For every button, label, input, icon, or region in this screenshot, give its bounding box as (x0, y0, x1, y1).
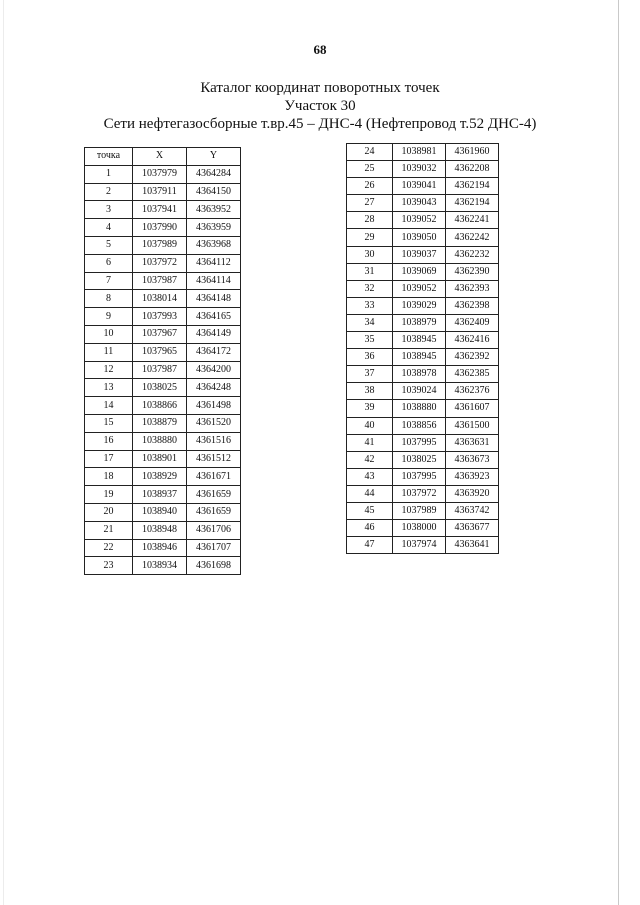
scan-edge-right (618, 0, 619, 905)
cell-point: 36 (347, 349, 393, 366)
cell-y: 4361706 (187, 521, 241, 539)
cell-point: 31 (347, 263, 393, 280)
cell-x: 1038866 (133, 397, 187, 415)
cell-x: 1039024 (393, 383, 446, 400)
cell-point: 30 (347, 246, 393, 263)
cell-x: 1037972 (133, 254, 187, 272)
header-point: точка (85, 148, 133, 166)
cell-point: 32 (347, 280, 393, 297)
table-row (347, 178, 499, 195)
cell-y: 4362392 (446, 349, 499, 366)
cell-x: 1038880 (133, 432, 187, 450)
table-row (85, 236, 241, 254)
cell-y: 4361607 (446, 400, 499, 417)
cell-x: 1038981 (393, 144, 446, 161)
cell-x: 1037995 (393, 468, 446, 485)
cell-y: 4362194 (446, 178, 499, 195)
cell-x: 1038934 (133, 557, 187, 575)
cell-y: 4362390 (446, 263, 499, 280)
cell-y: 4364112 (187, 254, 241, 272)
cell-y: 4364150 (187, 183, 241, 201)
table-row (347, 280, 499, 297)
cell-y: 4364149 (187, 325, 241, 343)
cell-x: 1038025 (133, 379, 187, 397)
table-row (347, 195, 499, 212)
table-row (85, 379, 241, 397)
table-row (85, 272, 241, 290)
cell-y: 4361671 (187, 468, 241, 486)
cell-x: 1037967 (133, 325, 187, 343)
cell-y: 4361698 (187, 557, 241, 575)
cell-x: 1039069 (393, 263, 446, 280)
page-number: 68 (313, 42, 327, 57)
cell-point: 1 (85, 165, 133, 183)
table-row (347, 451, 499, 468)
cell-x: 1039037 (393, 246, 446, 263)
table-row (85, 539, 241, 557)
cell-x: 1037993 (133, 308, 187, 326)
cell-point: 45 (347, 502, 393, 519)
cell-y: 4361659 (187, 503, 241, 521)
table-row (347, 144, 499, 161)
table-row (347, 485, 499, 502)
cell-y: 4361512 (187, 450, 241, 468)
cell-point: 14 (85, 397, 133, 415)
cell-y: 4363968 (187, 236, 241, 254)
cell-y: 4364172 (187, 343, 241, 361)
table-row (347, 520, 499, 537)
cell-y: 4361498 (187, 397, 241, 415)
cell-point: 6 (85, 254, 133, 272)
table-row (347, 332, 499, 349)
cell-point: 15 (85, 414, 133, 432)
coordinates-table-right (346, 143, 499, 554)
cell-x: 1038945 (393, 332, 446, 349)
cell-point: 10 (85, 325, 133, 343)
cell-point: 27 (347, 195, 393, 212)
cell-point: 4 (85, 219, 133, 237)
cell-y: 4363920 (446, 485, 499, 502)
cell-x: 1038014 (133, 290, 187, 308)
header-y: Y (187, 148, 241, 166)
table-row (347, 229, 499, 246)
table-row (85, 486, 241, 504)
cell-point: 12 (85, 361, 133, 379)
table-row (347, 161, 499, 178)
table-row (85, 219, 241, 237)
cell-y: 4363952 (187, 201, 241, 219)
cell-point: 42 (347, 451, 393, 468)
table-row (85, 503, 241, 521)
cell-x: 1037989 (393, 502, 446, 519)
table-header-row (85, 148, 241, 166)
title-line-1: Каталог координат поворотных точек (200, 80, 440, 96)
table-row (347, 383, 499, 400)
cell-point: 22 (85, 539, 133, 557)
cell-y: 4363742 (446, 502, 499, 519)
cell-x: 1038880 (393, 400, 446, 417)
cell-y: 4364200 (187, 361, 241, 379)
table-row (347, 212, 499, 229)
cell-x: 1037989 (133, 236, 187, 254)
table-row (85, 254, 241, 272)
document-title (0, 79, 640, 133)
cell-x: 1039041 (393, 178, 446, 195)
cell-y: 4362376 (446, 383, 499, 400)
cell-y: 4362232 (446, 246, 499, 263)
table-row (347, 537, 499, 554)
table-row (85, 450, 241, 468)
cell-y: 4361707 (187, 539, 241, 557)
cell-point: 3 (85, 201, 133, 219)
cell-x: 1037941 (133, 201, 187, 219)
cell-y: 4361960 (446, 144, 499, 161)
cell-point: 38 (347, 383, 393, 400)
table-row (85, 308, 241, 326)
cell-point: 41 (347, 434, 393, 451)
cell-point: 7 (85, 272, 133, 290)
cell-x: 1038978 (393, 366, 446, 383)
cell-x: 1037987 (133, 361, 187, 379)
cell-y: 4364284 (187, 165, 241, 183)
cell-point: 9 (85, 308, 133, 326)
cell-x: 1037979 (133, 165, 187, 183)
table-row (347, 297, 499, 314)
cell-point: 11 (85, 343, 133, 361)
table-row (85, 361, 241, 379)
table-row (347, 417, 499, 434)
cell-point: 26 (347, 178, 393, 195)
table-row (85, 325, 241, 343)
cell-y: 4362194 (446, 195, 499, 212)
cell-point: 39 (347, 400, 393, 417)
cell-y: 4362409 (446, 314, 499, 331)
cell-point: 20 (85, 503, 133, 521)
cell-x: 1037911 (133, 183, 187, 201)
cell-point: 33 (347, 297, 393, 314)
cell-y: 4362242 (446, 229, 499, 246)
cell-point: 35 (347, 332, 393, 349)
scan-edge-left (3, 0, 4, 905)
table-row (85, 557, 241, 575)
cell-x: 1037995 (393, 434, 446, 451)
cell-x: 1039029 (393, 297, 446, 314)
cell-point: 21 (85, 521, 133, 539)
cell-point: 44 (347, 485, 393, 502)
cell-x: 1038025 (393, 451, 446, 468)
table-row (85, 201, 241, 219)
cell-y: 4362241 (446, 212, 499, 229)
cell-point: 8 (85, 290, 133, 308)
table-row (85, 414, 241, 432)
cell-point: 18 (85, 468, 133, 486)
cell-x: 1038879 (133, 414, 187, 432)
coordinates-table-left (84, 147, 241, 575)
cell-point: 19 (85, 486, 133, 504)
cell-y: 4363641 (446, 537, 499, 554)
cell-y: 4361500 (446, 417, 499, 434)
cell-point: 16 (85, 432, 133, 450)
cell-point: 28 (347, 212, 393, 229)
cell-y: 4363673 (446, 451, 499, 468)
cell-x: 1037990 (133, 219, 187, 237)
table-row (347, 400, 499, 417)
cell-y: 4363959 (187, 219, 241, 237)
cell-point: 29 (347, 229, 393, 246)
cell-x: 1038940 (133, 503, 187, 521)
cell-x: 1038856 (393, 417, 446, 434)
table-row (347, 314, 499, 331)
table-row (85, 521, 241, 539)
cell-point: 13 (85, 379, 133, 397)
cell-y: 4362398 (446, 297, 499, 314)
table-row (85, 290, 241, 308)
cell-x: 1039052 (393, 280, 446, 297)
cell-point: 2 (85, 183, 133, 201)
cell-point: 25 (347, 161, 393, 178)
cell-point: 34 (347, 314, 393, 331)
title-line-3: Сети нефтегазосборные т.вр.45 – ДНС-4 (Нефтепровод т.52 ДНС-4) (103, 116, 537, 132)
table-row (347, 502, 499, 519)
cell-x: 1039032 (393, 161, 446, 178)
cell-x: 1037974 (393, 537, 446, 554)
cell-point: 37 (347, 366, 393, 383)
cell-point: 17 (85, 450, 133, 468)
table-row (347, 434, 499, 451)
cell-y: 4362416 (446, 332, 499, 349)
cell-x: 1038979 (393, 314, 446, 331)
cell-point: 23 (85, 557, 133, 575)
table-row (85, 343, 241, 361)
cell-x: 1038929 (133, 468, 187, 486)
cell-point: 46 (347, 520, 393, 537)
cell-y: 4364148 (187, 290, 241, 308)
cell-x: 1039050 (393, 229, 446, 246)
cell-y: 4362385 (446, 366, 499, 383)
cell-y: 4364248 (187, 379, 241, 397)
cell-point: 43 (347, 468, 393, 485)
table-row (347, 366, 499, 383)
table-row (85, 432, 241, 450)
cell-point: 5 (85, 236, 133, 254)
cell-y: 4364114 (187, 272, 241, 290)
cell-point: 47 (347, 537, 393, 554)
cell-y: 4363923 (446, 468, 499, 485)
cell-y: 4362393 (446, 280, 499, 297)
title-line-2: Участок 30 (284, 98, 356, 114)
table-row (347, 246, 499, 263)
header-x: X (133, 148, 187, 166)
cell-x: 1037965 (133, 343, 187, 361)
cell-y: 4362208 (446, 161, 499, 178)
table-row (347, 263, 499, 280)
cell-x: 1038901 (133, 450, 187, 468)
cell-y: 4363677 (446, 520, 499, 537)
cell-point: 40 (347, 417, 393, 434)
cell-x: 1038937 (133, 486, 187, 504)
table-row (85, 468, 241, 486)
cell-y: 4361516 (187, 432, 241, 450)
cell-x: 1037987 (133, 272, 187, 290)
cell-point: 24 (347, 144, 393, 161)
cell-y: 4361520 (187, 414, 241, 432)
cell-x: 1037972 (393, 485, 446, 502)
cell-x: 1038945 (393, 349, 446, 366)
cell-x: 1038000 (393, 520, 446, 537)
cell-y: 4363631 (446, 434, 499, 451)
table-row (347, 349, 499, 366)
cell-x: 1038948 (133, 521, 187, 539)
cell-y: 4364165 (187, 308, 241, 326)
cell-x: 1039052 (393, 212, 446, 229)
table-row (347, 468, 499, 485)
cell-x: 1039043 (393, 195, 446, 212)
table-row (85, 165, 241, 183)
cell-y: 4361659 (187, 486, 241, 504)
cell-x: 1038946 (133, 539, 187, 557)
table-row (85, 183, 241, 201)
table-row (85, 397, 241, 415)
